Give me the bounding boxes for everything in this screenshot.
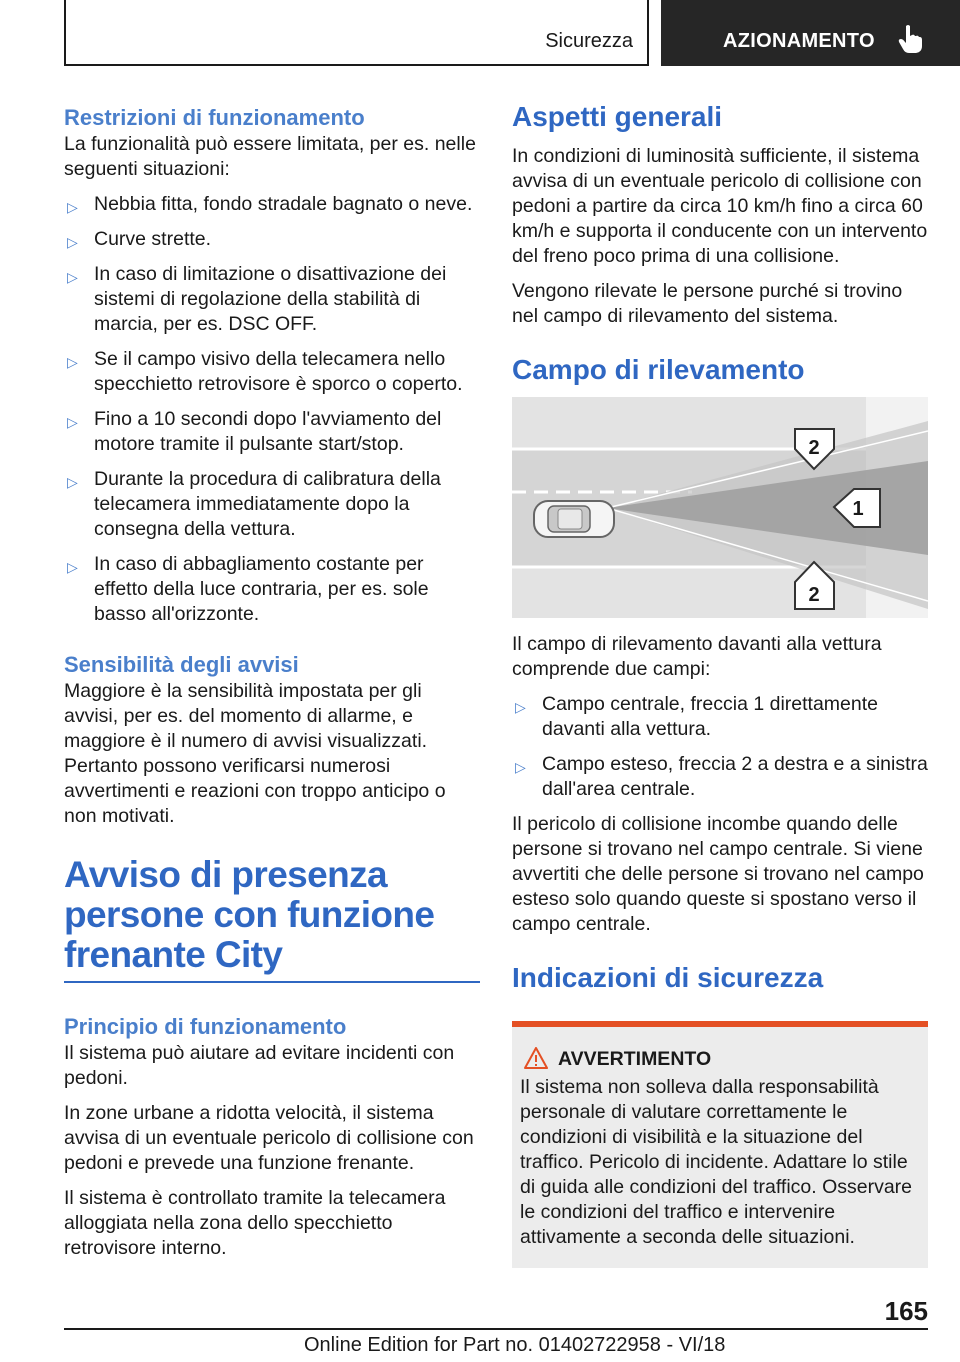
triangle-bullet-icon: ▷ xyxy=(67,474,78,490)
warning-text: Il sistema non solleva dalla responsabilità personale di valutare correttamente le condizioni di visibilità e la situazione del traffico. Pericolo di incidente. Adattare lo stile di guida alle condizioni del traffico. Osservare le condizioni del traffico e intervenire attivamente a seconda delle situazioni. xyxy=(520,1076,913,1248)
warning-box xyxy=(512,1021,928,1268)
general-paragraph-2: Vengono rilevate le persone purché si trovino nel campo di rilevamento del sistema. xyxy=(512,280,903,327)
warning-title: AVVERTIMENTO xyxy=(520,1047,920,1071)
detection-heading: Campo di rilevamento xyxy=(512,354,805,385)
footer-edition-text: Online Edition for Part no. 01402722958 - VI/18 xyxy=(304,1334,726,1356)
page-number: 165 xyxy=(884,1296,928,1326)
triangle-bullet-icon: ▷ xyxy=(67,234,78,250)
triangle-bullet-icon: ▷ xyxy=(67,354,78,370)
detection-range-figure xyxy=(512,397,928,618)
list-item: ▷ Fino a 10 secondi dopo l'avviamento del motore tramite il pulsante start/stop. xyxy=(67,408,442,455)
list-item: ▷ Campo centrale, freccia 1 direttamente davanti alla vettura. xyxy=(515,693,878,740)
main-section-title: Avviso di presenza persone con funzione frenante City xyxy=(64,855,480,983)
detection-list xyxy=(512,692,928,802)
detection-intro: Il campo di rilevamento davanti alla vettura comprende due campi: xyxy=(512,633,882,680)
principle-paragraph-1: Il sistema può aiutare ad evitare incidenti con pedoni. xyxy=(64,1042,455,1089)
svg-text:2: 2 xyxy=(808,437,820,459)
list-item: ▷ Durante la procedura di calibratura della telecamera immediatamente dopo la consegna della vettura. xyxy=(67,468,441,540)
triangle-bullet-icon: ▷ xyxy=(515,759,526,775)
sensitivity-text: Maggiore è la sensibilità impostata per gli avvisi, per es. del momento di allarme, e maggiore è il numero di avvisi visualizzati. Pertanto possono verificarsi numerosi avvertimenti e reazioni con troppo anticipo o non motivati. xyxy=(64,680,446,827)
header-section-title: Sicurezza xyxy=(545,30,633,52)
triangle-bullet-icon: ▷ xyxy=(67,559,78,575)
svg-text:1: 1 xyxy=(852,498,864,520)
principle-heading: Principio di funzionamento xyxy=(64,1014,347,1039)
general-heading: Aspetti generali xyxy=(512,101,723,132)
triangle-bullet-icon: ▷ xyxy=(67,414,78,430)
list-item: ▷ Nebbia fitta, fondo stradale bagnato o neve. xyxy=(64,192,480,217)
triangle-bullet-icon: ▷ xyxy=(67,269,78,285)
detection-text: Il pericolo di collisione incombe quando delle persone si trovano nel campo centrale. Si viene avvertiti che delle persone si trovano nel campo esteso solo quando queste si spostano verso il campo centrale. xyxy=(512,813,924,935)
triangle-bullet-icon: ▷ xyxy=(515,699,526,715)
right-column xyxy=(512,100,928,1268)
restrictions-list xyxy=(64,192,480,627)
warning-triangle-icon xyxy=(524,1047,548,1069)
safety-heading: Indicazioni di sicurezza xyxy=(512,962,824,993)
page-header xyxy=(0,0,960,66)
detection-range-diagram xyxy=(512,397,928,618)
triangle-bullet-icon: ▷ xyxy=(67,199,78,215)
left-column xyxy=(64,100,480,1271)
list-item: ▷ In caso di limitazione o disattivazione dei sistemi di regolazione della stabilità di marcia, per es. DSC OFF. xyxy=(67,263,447,335)
sensitivity-heading: Sensibilità degli avvisi xyxy=(64,652,299,677)
list-item: ▷ Campo esteso, freccia 2 a destra e a sinistra dall'area centrale. xyxy=(515,753,928,800)
list-item: ▷ In caso di abbagliamento costante per effetto della luce contraria, per es. sole basso all'orizzonte. xyxy=(67,553,429,625)
restrictions-intro: La funzionalità può essere limitata, per es. nelle seguenti situazioni: xyxy=(64,133,476,180)
car-top-view xyxy=(534,501,614,537)
svg-text:2: 2 xyxy=(808,584,820,606)
footer-divider xyxy=(64,1328,928,1330)
general-paragraph-1: In condizioni di luminosità sufficiente, il sistema avvisa di un eventuale pericolo di collisione con pedoni a partire da circa 10 km/h fino a circa 60 km/h e supporta il conducente con un intervento del freno poco prima di una collisione. xyxy=(512,145,928,267)
header-section-box xyxy=(64,0,649,66)
hand-pointer-icon xyxy=(897,24,923,54)
principle-paragraph-3: Il sistema è controllato tramite la telecamera alloggiata nella zona dello specchietto retrovisore interno. xyxy=(64,1187,446,1259)
restrictions-heading: Restrizioni di funzionamento xyxy=(64,105,365,130)
principle-paragraph-2: In zone urbane a ridotta velocità, il sistema avvisa di un eventuale pericolo di collisione con pedoni e prevede una funzione frenante. xyxy=(64,1102,474,1174)
header-chapter-title: AZIONAMENTO xyxy=(723,30,875,52)
header-chapter-tab xyxy=(661,0,960,66)
list-item: ▷ Curve strette. xyxy=(64,227,480,252)
list-item: ▷ Se il campo visivo della telecamera nello specchietto retrovisore è sporco o coperto. xyxy=(67,348,463,395)
